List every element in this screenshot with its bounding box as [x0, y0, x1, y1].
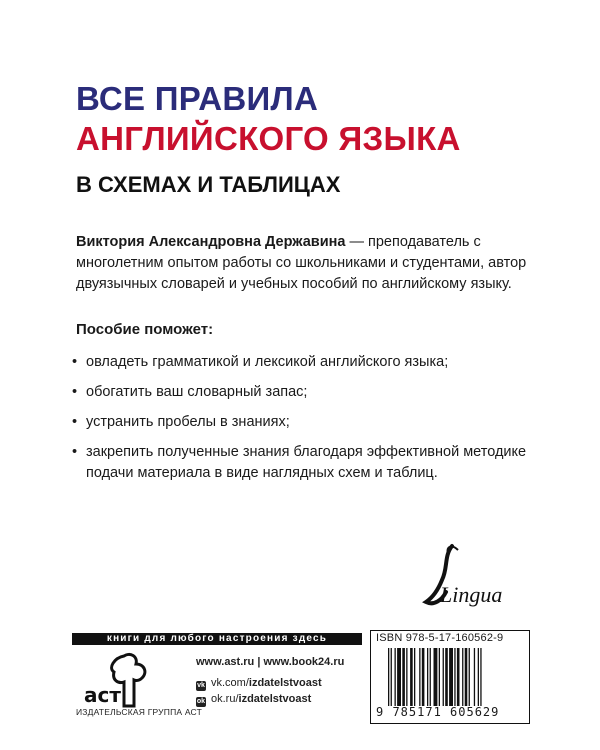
- barcode-bar: [427, 648, 428, 706]
- barcode-bar: [434, 648, 438, 706]
- tagline-banner: книги для любого настроения здесь: [72, 633, 362, 645]
- vk-icon: vk: [197, 682, 205, 689]
- bullet-icon: •: [72, 414, 78, 430]
- barcode-bar: [414, 648, 415, 706]
- barcode-bar: [478, 648, 479, 706]
- subtitle: В СХЕМАХ И ТАБЛИЦАХ: [76, 172, 341, 197]
- author-name: Виктория Александровна Державина: [76, 234, 346, 250]
- barcode-bar: [402, 648, 405, 706]
- barcode-bar: [388, 648, 389, 706]
- barcode-bar: [406, 648, 407, 706]
- ast-logo-icon: [78, 650, 158, 710]
- list-item: • закрепить полученные знания благодаря эффективной методике подачи материала в виде наглядных схем и таблиц.: [72, 444, 527, 481]
- barcode-bar: [443, 648, 444, 706]
- list-item: • обогатить ваш словарный запас;: [72, 382, 552, 403]
- ok-icon: ok: [196, 698, 206, 705]
- barcode-bar: [465, 648, 468, 706]
- barcode-bar: [457, 648, 460, 706]
- benefits-list: [72, 352, 552, 493]
- benefits-heading: Пособие поможет:: [76, 321, 214, 338]
- title-line-2: АНГЛИЙСКОГО ЯЗЫКА: [76, 120, 461, 157]
- barcode-bar: [449, 648, 453, 706]
- barcode-bar: [410, 648, 413, 706]
- bullet-icon: •: [72, 354, 78, 370]
- bullet-icon: •: [72, 444, 78, 460]
- barcode-icon: [388, 648, 522, 706]
- websites: www.ast.ru | www.book24.ru: [196, 656, 345, 668]
- barcode-bar: [439, 648, 440, 706]
- barcode-bar: [422, 648, 425, 706]
- barcode-bar: [454, 648, 455, 706]
- isbn-number: ISBN 978-5-17-160562-9: [376, 632, 504, 644]
- list-item: • устранить пробелы в знаниях;: [72, 412, 552, 433]
- ok-link: ok ok.ru/izdatelstvoast: [196, 693, 312, 705]
- bullet-icon: •: [72, 384, 78, 400]
- ast-logo-text: аст: [84, 683, 121, 707]
- lingua-logo: [418, 540, 528, 620]
- lingua-logo-text: Lingua: [440, 582, 503, 607]
- barcode-bar: [395, 648, 396, 706]
- title-line-1: ВСЕ ПРАВИЛА: [76, 80, 319, 117]
- barcode-bar: [419, 648, 420, 706]
- list-item: • овладеть грамматикой и лексикой английского языка;: [72, 352, 552, 373]
- barcode-bar: [397, 648, 401, 706]
- barcode-bar: [474, 648, 475, 706]
- publisher-caption: ИЗДАТЕЛЬСКАЯ ГРУППА АСТ: [76, 707, 202, 717]
- author-bio: — преподаватель с многолетним опытом работы со школьниками и студентами, автор двуязычных словарей и учебных пособий по английскому языку.: [76, 234, 527, 292]
- barcode-bar: [445, 648, 448, 706]
- barcode-bar: [430, 648, 431, 706]
- vk-link: vk vk.com/izdatelstvoast: [197, 677, 322, 689]
- barcode-digits: 9 785171 605629: [376, 705, 500, 719]
- barcode-bar: [391, 648, 392, 706]
- barcode-bar: [462, 648, 463, 706]
- barcode-bar: [480, 648, 481, 706]
- barcode-bar: [469, 648, 470, 706]
- author-description: [76, 232, 546, 295]
